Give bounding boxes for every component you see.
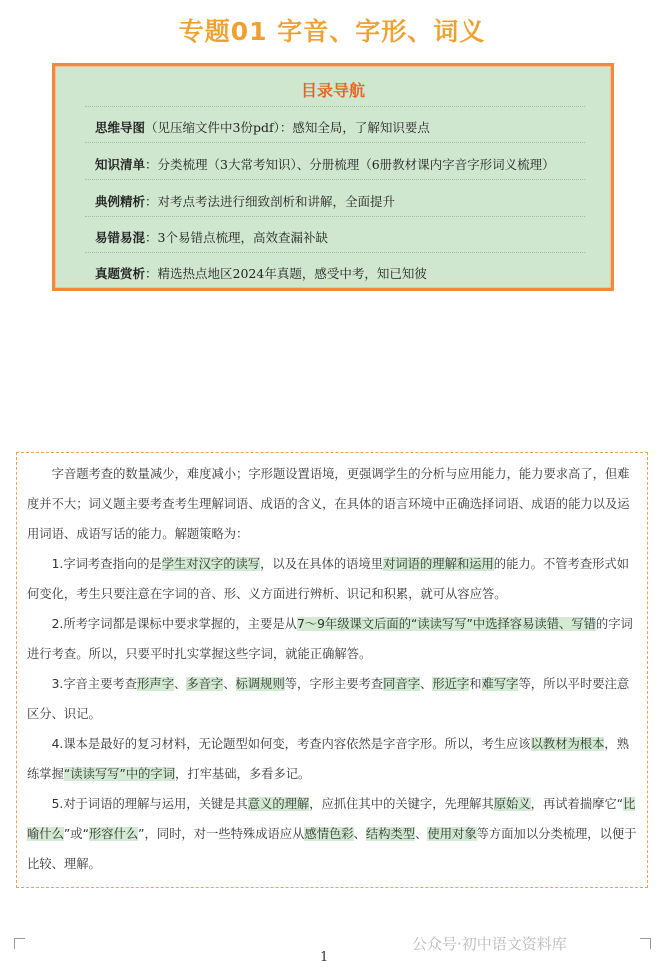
text-span: ，以及在具体的语境里	[260, 557, 384, 571]
toc-heading: 目录导航	[300, 81, 365, 100]
toc-row-checklist	[95, 155, 555, 173]
strategy-paragraph-2	[27, 609, 639, 669]
text-span: ，熟练掌握	[27, 737, 630, 781]
text-span: ，再试着揣摩它“	[530, 797, 624, 811]
toc-row-text: ：精选热点地区2024年真题，感受中考，知已知彼	[145, 266, 427, 281]
text-span: 5.对于词语的理解与运用，关键是其	[51, 797, 248, 811]
text-span: 等，字形主要考查	[284, 677, 384, 691]
toc-row-text: ：3个易错点梳理，高效查漏补缺	[145, 230, 328, 245]
text-span: 3.字音主要考查	[51, 677, 138, 691]
toc-row-exams	[95, 264, 427, 282]
toc-row-text: ：对考点考法进行细致剖析和讲解，全面提升	[145, 194, 396, 209]
highlight: 标调规则	[235, 677, 285, 691]
text-span: 1.字词考查指向的是	[51, 557, 162, 571]
toc-divider	[85, 179, 585, 180]
toc-box	[52, 63, 614, 291]
text-span: 2.所考字词都是课标中要求掌握的，主要是从	[51, 617, 297, 631]
toc-row-mindmap	[95, 118, 430, 136]
toc-row-label: 思维导图	[95, 120, 146, 135]
crop-mark	[640, 938, 651, 949]
text-span: 等方面加以分类梳理，以便于比较、理解。	[27, 827, 637, 871]
intro-paragraph: 字音题考查的数量减少，难度减小；字形题设置语境，更强调学生的分析与应用能力，能力要求高了，但难度并不大；词义题主要考查考生理解词语、成语的含义，在具体的语言环境中正确选择词语、成语的能力以及运用词语、成语写话的能力。解题策略为：	[27, 467, 630, 541]
highlight: 原始义	[493, 797, 531, 811]
highlight: 同音字	[383, 677, 421, 691]
highlight: 难写字	[481, 677, 519, 691]
crop-mark	[14, 938, 25, 949]
highlight: 感情色彩	[304, 827, 354, 841]
text-span: 、	[420, 677, 433, 691]
text-span: 的能力。不管考查形式如何变化，考生只要注意在字词的音、形、义方面进行辨析、识记和积累，就可从容应答。	[27, 557, 630, 601]
highlight: 比喻什么	[27, 797, 636, 841]
highlight: 学生对汉字的读写	[161, 557, 261, 571]
highlight: 意义的理解	[247, 797, 310, 811]
toc-row-label: 易错易混	[95, 230, 146, 245]
highlight: 形近字	[432, 677, 470, 691]
highlight: 对词语的理解和运用	[383, 557, 494, 571]
highlight: “读读写写”中的字词	[63, 767, 176, 781]
strategy-paragraph-5	[27, 789, 639, 879]
highlight: 形容什么	[88, 827, 139, 841]
text-span: ”或“	[63, 827, 89, 841]
highlight: 使用对象	[427, 827, 477, 841]
text-span: ，应抓住其中的关键字，先理解其	[309, 797, 494, 811]
toc-row-mistakes	[95, 228, 328, 246]
toc-divider	[85, 216, 585, 217]
page-number: 1	[320, 950, 329, 965]
text-span: 、	[223, 677, 236, 691]
highlight: 结构类型	[365, 827, 416, 841]
toc-row-label: 典例精析	[95, 194, 146, 209]
text-span: ，打牢基础，多看多记。	[175, 767, 311, 781]
page-title: 专题01 字音、字形、词义	[178, 17, 486, 46]
strategy-box	[16, 452, 648, 888]
toc-row-label: 知识清单	[95, 157, 146, 172]
highlight: 形声字	[137, 677, 175, 691]
toc-divider	[85, 106, 585, 107]
highlight: 以教材为根本	[530, 737, 605, 751]
text-span: 4.课本是最好的复习材料，无论题型如何变，考查内容依然是字音字形。所以，考生应该	[51, 737, 531, 751]
text-span: 和	[469, 677, 482, 691]
strategy-paragraph-4	[27, 729, 639, 789]
highlight: 7～9年级课文后面的“读读写写”中选择容易读错、写错	[296, 617, 596, 631]
toc-row-text: ：分类梳理（3大常考知识）、分册梳理（6册教材课内字音字形词义梳理）	[145, 157, 555, 172]
highlight: 多音字	[186, 677, 224, 691]
toc-divider	[85, 252, 585, 253]
toc-row-label: 真题赏析	[95, 266, 146, 281]
watermark: 公众号·初中语文资料库	[412, 935, 567, 953]
text-span: 、	[415, 827, 428, 841]
toc-row-text: （见压缩文件中3份pdf）：感知全局，了解知识要点	[145, 120, 430, 135]
toc-divider	[85, 142, 585, 143]
strategy-paragraph-1	[27, 549, 639, 609]
text-span: ”，同时，对一些特殊成语应从	[138, 827, 305, 841]
text-span: 、	[174, 677, 187, 691]
text-span: 、	[353, 827, 366, 841]
text-span: 的字词进行考查。所以，只要平时扎实掌握这些字词，就能正确解答。	[27, 617, 633, 661]
text-span: 等，所以平时要注意区分、识记。	[27, 677, 630, 721]
toc-row-examples	[95, 192, 395, 210]
strategy-paragraph-3	[27, 669, 639, 729]
